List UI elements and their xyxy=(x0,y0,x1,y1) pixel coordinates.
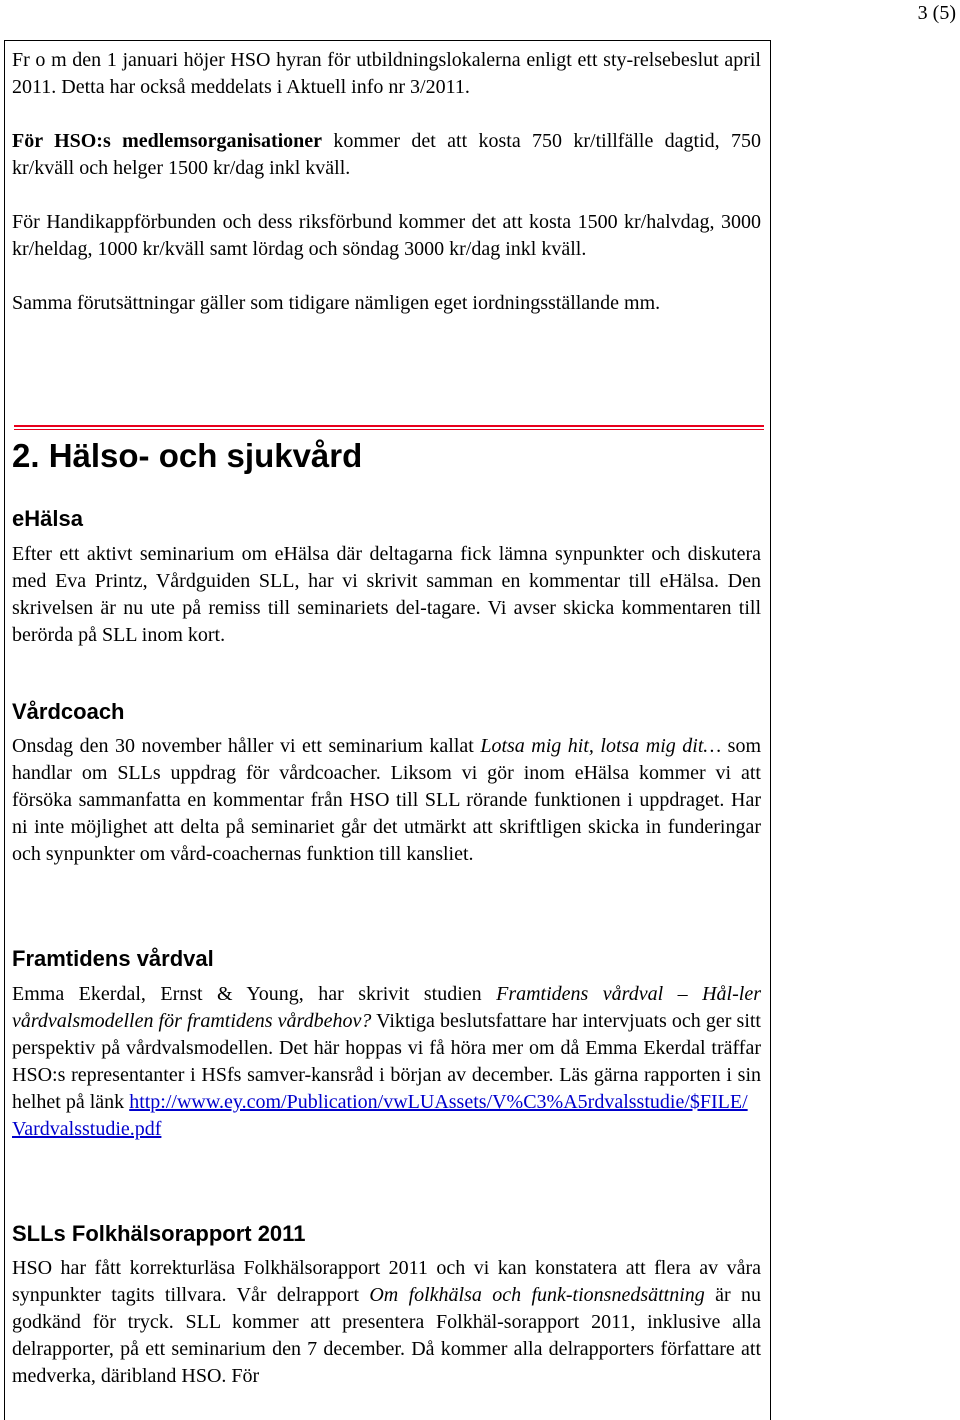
folkhalso-body-text-2: är nu godkänd för tryck. SLL kommer att presentera Folkhäl-sorapport 2011, inklusive alla delrapporter, på ett seminarium den 7 december. Då kommer alla delrapporters författare att medverka, däribland HSO. För xyxy=(12,1284,761,1387)
intro-paragraph-3: För Handikappförbunden och dess riksförbund kommer det att kosta 1500 kr/halvdag, 3000 kr/heldag, 1000 kr/kväll samt lördag och söndag 3000 kr/dag inkl kväll. xyxy=(12,211,761,260)
report-link-line-1[interactable]: http://www.ey.com/Publication/vwLUAssets/V%C3%A5rdvalsstudie/$FILE/ xyxy=(129,1091,748,1113)
framtidens-section xyxy=(12,945,761,1143)
section-divider xyxy=(14,425,764,430)
framtidens-body xyxy=(12,981,761,1143)
framtidens-body-text-1: Emma Ekerdal, Ernst & Young, har skrivit studien xyxy=(12,983,497,1005)
vardcoach-body-text-2: som handlar om SLLs uppdrag för vårdcoacher. Liksom vi gör inom eHälsa kommer vi att försöka sammanfatta en kommentar från HSO till SLL rörande funktionen i uppdraget. Har ni inte möjlighet att delta på seminariet går det utmärkt att skriftligen skicka in funderingar och synpunkter om vård-coachernas funktion till kansliet. xyxy=(12,735,762,865)
report-link-line-2[interactable]: Vardvalsstudie.pdf xyxy=(12,1118,162,1140)
vardcoach-body-text-1: Onsdag den 30 november håller vi ett seminarium kallat xyxy=(12,735,481,757)
vardcoach-seminar-title: Lotsa mig hit, lotsa mig dit… xyxy=(480,735,722,757)
ehalsa-section xyxy=(12,505,761,649)
folkhalso-subreport-title: Om folkhälsa och funk-tionsnedsättning xyxy=(369,1284,705,1306)
framtidens-body-text-2: Viktiga beslutsfattare har intervjuats och ger sitt perspektiv på vårdvalsmodellen. Det här hoppas vi få höra mer om då Emma Ekerdal träffar HSO:s representanter i HSfs samver-kansråd i början av december. Läs gärna rapporten i sin helhet på länk xyxy=(12,1010,761,1113)
vardcoach-section xyxy=(12,698,761,868)
vardcoach-body xyxy=(12,733,761,868)
page-number: 3 (5) xyxy=(917,2,956,24)
intro-paragraph-4: Samma förutsättningar gäller som tidigare nämligen eget iordningsställande mm. xyxy=(12,292,661,314)
intro-paragraph-2 xyxy=(12,128,761,182)
vardcoach-heading: Vårdcoach xyxy=(12,699,125,724)
intro-paragraph-1: Fr o m den 1 januari höjer HSO hyran för utbildningslokalerna enligt ett sty-relsebeslut april 2011. Detta har också meddelats i Aktuell info nr 3/2011. xyxy=(12,49,761,98)
folkhalso-body xyxy=(12,1255,761,1390)
folkhalso-heading: SLLs Folkhälsorapport 2011 xyxy=(12,1221,306,1246)
folkhalso-body-text-1: HSO har fått korrekturläsa Folkhälsorapport 2011 och vi kan konstatera att flera av våra synpunkter tagits tillvara. Vår delrapport xyxy=(12,1257,761,1306)
ehalsa-heading: eHälsa xyxy=(12,506,83,531)
framtidens-study-title: Framtidens vårdval – Hål-ler vårdvalsmodellen för framtidens vårdbehov? xyxy=(12,983,761,1032)
member-orgs-bold: För HSO:s medlemsorganisationer xyxy=(12,130,323,152)
intro-section xyxy=(12,47,761,317)
folkhalso-section xyxy=(12,1220,761,1390)
ehalsa-body: Efter ett aktivt seminarium om eHälsa där deltagarna fick lämna synpunkter och diskutera med Eva Printz, Vårdguiden SLL, har vi skrivit samman en kommentar till eHälsa. Den skrivelsen är nu ute på remiss till seminariets del-tagare. Vi avser skicka kommentaren till berörda på SLL inom kort. xyxy=(12,543,761,646)
section-title: 2. Hälso- och sjukvård xyxy=(12,437,363,474)
framtidens-heading: Framtidens vårdval xyxy=(12,946,214,971)
intro-paragraph-2-rest: kommer det att kosta 750 kr/tillfälle dagtid, 750 kr/kväll och helger 1500 kr/dag inkl kväll. xyxy=(12,130,761,179)
